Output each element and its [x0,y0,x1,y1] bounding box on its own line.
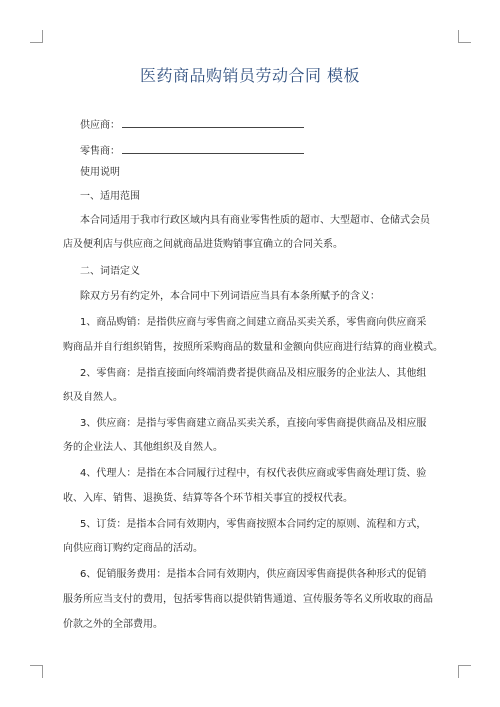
definition-1-line: 1、商品购销：是指供应商与零售商之间建立商品买卖关系，零售商向供应商采 [80,317,427,328]
definition-1-line: 购商品并自行组织销售，按照所采购商品的数量和金额向供应商进行结算的商业模式。 [63,342,443,353]
crop-mark-bottom-left [30,665,43,678]
supplier-field [80,117,304,133]
definition-4-line: 4、代理人：是指在本合同履行过程中，有权代表供应商或零售商处理订货、验 [80,468,427,479]
definition-3-line: 3、供应商：是指与零售商建立商品买卖关系，直接向零售商提供商品及相应服 [80,418,427,429]
supplier-blank-line[interactable] [122,117,304,128]
crop-mark-top-left [30,30,43,43]
supplier-label: 供应商： [80,120,120,131]
crop-mark-bottom-right [458,665,471,678]
section-1-line: 本合同适用于我市行政区域内具有商业零售性质的超市、大型超市、仓储式会员 [80,215,430,226]
definition-2-line: 织及自然人。 [63,392,123,403]
usage-heading: 使用说明 [80,167,120,178]
retailer-field [80,143,304,159]
definition-4-line: 收、入库、销售、退换货、结算等各个环节相关事宜的授权代表。 [63,493,353,504]
definition-5-line: 5、订货：是指本合同有效期内，零售商按照本合同约定的原则、流程和方式， [80,519,427,530]
retailer-blank-line[interactable] [122,143,304,154]
definition-2-line: 2、零售商：是指直接面向终端消费者提供商品及相应服务的企业法人、其他组 [80,368,427,379]
crop-mark-top-right [458,30,471,43]
definition-5-line: 向供应商订购约定商品的活动。 [63,543,203,554]
retailer-label: 零售商： [80,146,120,157]
section-2-heading: 二、词语定义 [80,266,140,277]
definition-6-line: 服务所应当支付的费用，包括零售商以提供销售通道、宣传服务等名义所收取的商品 [63,594,433,605]
definition-3-line: 务的企业法人、其他组织及自然人。 [63,442,223,453]
page-title: 医药商品购销员劳动合同 模板 [139,66,361,85]
section-2-intro: 除双方另有约定外，本合同中下列词语应当具有本条所赋予的含义： [80,291,380,302]
definition-6-line: 6、促销服务费用：是指本合同有效期内，供应商因零售商提供各种形式的促销 [80,569,427,580]
section-1-line: 店及便利店与供应商之间就商品进货购销事宜确立的合同关系。 [63,239,343,250]
definition-6-line: 价款之外的全部费用。 [63,619,163,630]
section-1-heading: 一、适用范围 [80,191,140,202]
